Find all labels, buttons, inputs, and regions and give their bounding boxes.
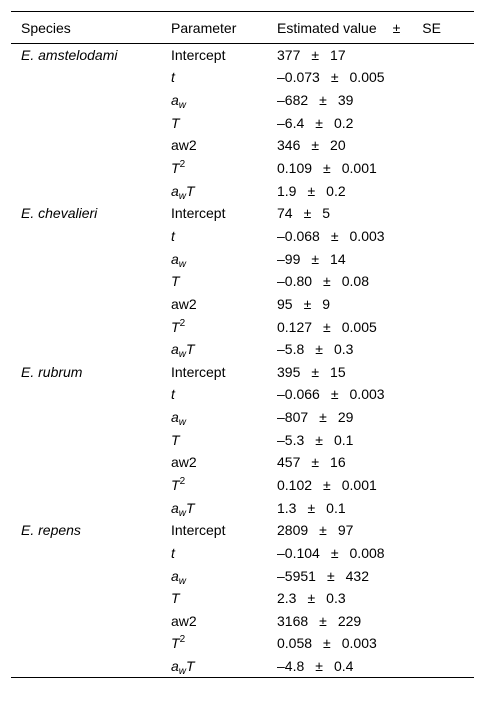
plus-minus: ± xyxy=(319,92,327,109)
table-row xyxy=(11,270,474,293)
standard-error: 0.2 xyxy=(333,114,354,131)
table-row xyxy=(11,293,474,316)
estimated-value: 3168 xyxy=(277,612,309,629)
estimated-value: –6.4 xyxy=(277,114,305,131)
species-empty xyxy=(11,111,171,134)
estimated-value: –99 xyxy=(277,250,301,267)
species-empty xyxy=(11,89,171,112)
estimated-value: 457 xyxy=(277,454,301,471)
table-row xyxy=(11,474,474,497)
plus-minus: ± xyxy=(311,454,320,471)
estimated-value: –682 xyxy=(277,92,309,109)
plus-minus: ± xyxy=(311,363,320,380)
parameter-cell xyxy=(171,519,277,542)
parameter-cell xyxy=(171,89,277,112)
table-row xyxy=(11,542,474,565)
plus-minus: ± xyxy=(307,182,316,199)
species-empty xyxy=(11,225,171,248)
species-empty xyxy=(11,632,171,655)
parameter-cell xyxy=(171,315,277,338)
param-awT: $a_wT$ xyxy=(171,657,195,677)
param-intercept: Intercept xyxy=(171,522,226,539)
param-t: t xyxy=(171,227,175,244)
header-row xyxy=(11,12,474,44)
standard-error: 0.008 xyxy=(349,544,385,561)
value-cell xyxy=(277,247,474,270)
table-row xyxy=(11,66,474,89)
parameter-estimates-table xyxy=(11,11,474,678)
standard-error: 0.003 xyxy=(349,227,385,244)
plus-minus: ± xyxy=(330,69,339,86)
value-cell xyxy=(277,610,474,633)
value-cell xyxy=(277,542,474,565)
species-empty xyxy=(11,66,171,89)
species-empty xyxy=(11,587,171,610)
standard-error: 0.3 xyxy=(326,590,346,607)
param-intercept: Intercept xyxy=(171,363,226,380)
species-empty xyxy=(11,655,171,678)
species-empty xyxy=(11,293,171,316)
estimated-value: –0.068 xyxy=(277,227,320,244)
param-aw: $a_w$ xyxy=(171,92,187,112)
plus-minus: ± xyxy=(323,635,331,652)
param-T2: $T^2$ xyxy=(171,159,186,177)
parameter-cell xyxy=(171,610,277,633)
standard-error: 17 xyxy=(330,47,346,64)
plus-minus: ± xyxy=(307,590,316,607)
species-empty xyxy=(11,428,171,451)
value-cell xyxy=(277,496,474,519)
estimated-value: –0.073 xyxy=(277,69,320,86)
header-parameter: Parameter xyxy=(171,12,277,44)
param-T2: $T^2$ xyxy=(171,475,186,493)
table-row xyxy=(11,157,474,180)
plus-minus: ± xyxy=(323,476,331,493)
standard-error: 0.1 xyxy=(333,431,354,448)
standard-error: 0.3 xyxy=(333,341,354,358)
table-row xyxy=(11,383,474,406)
estimated-value: 95 xyxy=(277,295,293,312)
value-cell xyxy=(277,474,474,497)
table-row xyxy=(11,111,474,134)
value-cell xyxy=(277,564,474,587)
plus-minus: ± xyxy=(307,499,316,516)
estimated-value: 346 xyxy=(277,137,301,154)
standard-error: 29 xyxy=(337,409,354,426)
estimated-value: 74 xyxy=(277,205,293,222)
estimated-value: –5.8 xyxy=(277,341,305,358)
plus-minus: ± xyxy=(303,205,312,222)
plus-minus: ± xyxy=(323,273,331,290)
value-cell xyxy=(277,270,474,293)
table-row xyxy=(11,451,474,474)
standard-error: 15 xyxy=(330,363,346,380)
standard-error: 97 xyxy=(337,522,354,539)
estimated-value: –0.066 xyxy=(277,386,320,403)
param-t: t xyxy=(171,386,175,403)
table-row xyxy=(11,360,474,383)
plus-minus: ± xyxy=(315,657,323,674)
table-row xyxy=(11,406,474,429)
plus-minus: ± xyxy=(330,544,339,561)
species-empty xyxy=(11,179,171,202)
species-empty xyxy=(11,542,171,565)
table-row xyxy=(11,338,474,361)
parameter-cell xyxy=(171,451,277,474)
parameter-cell xyxy=(171,179,277,202)
value-cell xyxy=(277,315,474,338)
value-cell xyxy=(277,225,474,248)
standard-error: 0.005 xyxy=(341,318,377,335)
estimated-value: 395 xyxy=(277,363,301,380)
plus-minus: ± xyxy=(319,522,327,539)
standard-error: 0.001 xyxy=(341,160,377,177)
param-awT: $a_wT$ xyxy=(171,182,195,202)
estimated-value: 377 xyxy=(277,47,301,64)
table-row xyxy=(11,496,474,519)
param-T2: $T^2$ xyxy=(171,317,186,335)
plus-minus: ± xyxy=(319,612,327,629)
standard-error: 432 xyxy=(345,567,369,584)
table-row xyxy=(11,564,474,587)
plus-minus: ± xyxy=(323,160,331,177)
species-empty xyxy=(11,451,171,474)
parameter-cell xyxy=(171,270,277,293)
header-species: Species xyxy=(11,12,171,44)
species-empty xyxy=(11,406,171,429)
parameter-cell xyxy=(171,338,277,361)
species-empty xyxy=(11,338,171,361)
plus-minus: ± xyxy=(330,227,339,244)
parameter-cell xyxy=(171,383,277,406)
estimated-value: 1.9 xyxy=(277,182,297,199)
parameter-cell xyxy=(171,542,277,565)
estimated-value: 0.058 xyxy=(277,635,313,652)
value-cell xyxy=(277,655,474,678)
estimated-value: 1.3 xyxy=(277,499,297,516)
table-row xyxy=(11,655,474,678)
parameter-cell xyxy=(171,655,277,678)
standard-error: 39 xyxy=(337,92,354,109)
species-empty xyxy=(11,270,171,293)
table-row xyxy=(11,134,474,157)
standard-error: 0.003 xyxy=(349,386,385,403)
estimated-value: 2.3 xyxy=(277,590,297,607)
table-row xyxy=(11,225,474,248)
plus-minus: ± xyxy=(311,250,320,267)
plus-minus: ± xyxy=(315,431,323,448)
parameter-cell xyxy=(171,496,277,519)
param-T: T xyxy=(171,114,180,131)
table-row xyxy=(11,315,474,338)
species-empty xyxy=(11,564,171,587)
standard-error: 20 xyxy=(330,137,346,154)
species-empty xyxy=(11,247,171,270)
param-aw2: aw2 xyxy=(171,137,197,154)
parameter-cell xyxy=(171,564,277,587)
plus-minus: ± xyxy=(303,295,312,312)
estimated-value: –807 xyxy=(277,409,309,426)
parameter-cell xyxy=(171,632,277,655)
standard-error: 0.005 xyxy=(349,69,385,86)
value-cell xyxy=(277,519,474,542)
value-cell xyxy=(277,406,474,429)
standard-error: 229 xyxy=(337,612,362,629)
param-awT: $a_wT$ xyxy=(171,499,195,519)
standard-error: 9 xyxy=(322,295,331,312)
table-row xyxy=(11,44,474,67)
species-empty xyxy=(11,157,171,180)
parameter-cell xyxy=(171,293,277,316)
value-cell xyxy=(277,202,474,225)
estimated-value: 2809 xyxy=(277,522,309,539)
value-cell xyxy=(277,134,474,157)
value-cell xyxy=(277,179,474,202)
table-row xyxy=(11,587,474,610)
plus-minus: ± xyxy=(311,137,320,154)
parameter-cell xyxy=(171,111,277,134)
param-awT: $a_wT$ xyxy=(171,341,195,361)
plus-minus: ± xyxy=(319,409,327,426)
param-aw2: aw2 xyxy=(171,612,197,629)
param-aw2: aw2 xyxy=(171,454,197,471)
value-cell xyxy=(277,451,474,474)
header-estimated-label: Estimated value xyxy=(277,19,377,36)
standard-error: 0.001 xyxy=(341,476,377,493)
standard-error: 5 xyxy=(322,205,331,222)
param-T: T xyxy=(171,273,180,290)
standard-error: 0.4 xyxy=(333,657,354,674)
value-cell xyxy=(277,428,474,451)
plus-minus: ± xyxy=(323,318,331,335)
standard-error: 0.1 xyxy=(326,499,346,516)
species-name: E. amstelodami xyxy=(21,47,118,64)
value-cell xyxy=(277,89,474,112)
param-aw: $a_w$ xyxy=(171,250,187,270)
value-cell xyxy=(277,66,474,89)
plus-minus: ± xyxy=(326,567,335,584)
param-t: t xyxy=(171,544,175,561)
parameter-cell xyxy=(171,157,277,180)
parameter-cell xyxy=(171,360,277,383)
parameter-cell xyxy=(171,44,277,67)
estimated-value: –4.8 xyxy=(277,657,305,674)
plus-minus: ± xyxy=(330,386,339,403)
estimated-value: –0.104 xyxy=(277,544,320,561)
species-empty xyxy=(11,474,171,497)
param-T2: $T^2$ xyxy=(171,634,186,652)
plus-minus: ± xyxy=(315,114,323,131)
table-row xyxy=(11,519,474,542)
species-empty xyxy=(11,610,171,633)
table-row xyxy=(11,247,474,270)
species-empty xyxy=(11,496,171,519)
parameter-cell xyxy=(171,225,277,248)
param-aw2: aw2 xyxy=(171,295,197,312)
species-empty xyxy=(11,134,171,157)
estimated-value: –5.3 xyxy=(277,431,305,448)
standard-error: 0.003 xyxy=(341,635,377,652)
estimated-value: 0.127 xyxy=(277,318,313,335)
header-pm: ± xyxy=(392,19,401,36)
param-t: t xyxy=(171,69,175,86)
value-cell xyxy=(277,111,474,134)
value-cell xyxy=(277,587,474,610)
estimated-value: –5951 xyxy=(277,567,316,584)
value-cell xyxy=(277,383,474,406)
param-aw: $a_w$ xyxy=(171,409,187,429)
param-intercept: Intercept xyxy=(171,47,226,64)
param-intercept: Intercept xyxy=(171,205,226,222)
header-estimated-value xyxy=(277,12,474,44)
value-cell xyxy=(277,293,474,316)
standard-error: 0.2 xyxy=(326,182,346,199)
species-name: E. repens xyxy=(21,522,81,539)
estimated-value: 0.109 xyxy=(277,160,313,177)
parameter-cell xyxy=(171,587,277,610)
param-aw: $a_w$ xyxy=(171,567,187,587)
param-T: T xyxy=(171,431,180,448)
parameter-cell xyxy=(171,134,277,157)
standard-error: 0.08 xyxy=(341,273,369,290)
standard-error: 14 xyxy=(330,250,346,267)
param-T: T xyxy=(171,590,180,607)
table-body xyxy=(11,44,474,678)
value-cell xyxy=(277,338,474,361)
parameter-cell xyxy=(171,66,277,89)
standard-error: 16 xyxy=(330,454,346,471)
value-cell xyxy=(277,360,474,383)
species-empty xyxy=(11,315,171,338)
species-name: E. chevalieri xyxy=(21,205,98,222)
estimated-value: 0.102 xyxy=(277,476,313,493)
value-cell xyxy=(277,157,474,180)
table-row xyxy=(11,428,474,451)
table-row xyxy=(11,89,474,112)
parameter-cell xyxy=(171,247,277,270)
plus-minus: ± xyxy=(315,341,323,358)
header-se: SE xyxy=(422,19,441,36)
species-empty xyxy=(11,383,171,406)
parameter-cell xyxy=(171,428,277,451)
plus-minus: ± xyxy=(311,47,320,64)
table-row xyxy=(11,610,474,633)
table-row xyxy=(11,632,474,655)
parameter-cell xyxy=(171,474,277,497)
estimated-value: –0.80 xyxy=(277,273,313,290)
parameter-cell xyxy=(171,406,277,429)
value-cell xyxy=(277,44,474,67)
value-cell xyxy=(277,632,474,655)
parameter-cell xyxy=(171,202,277,225)
species-name: E. rubrum xyxy=(21,363,83,380)
table-row xyxy=(11,179,474,202)
table-row xyxy=(11,202,474,225)
